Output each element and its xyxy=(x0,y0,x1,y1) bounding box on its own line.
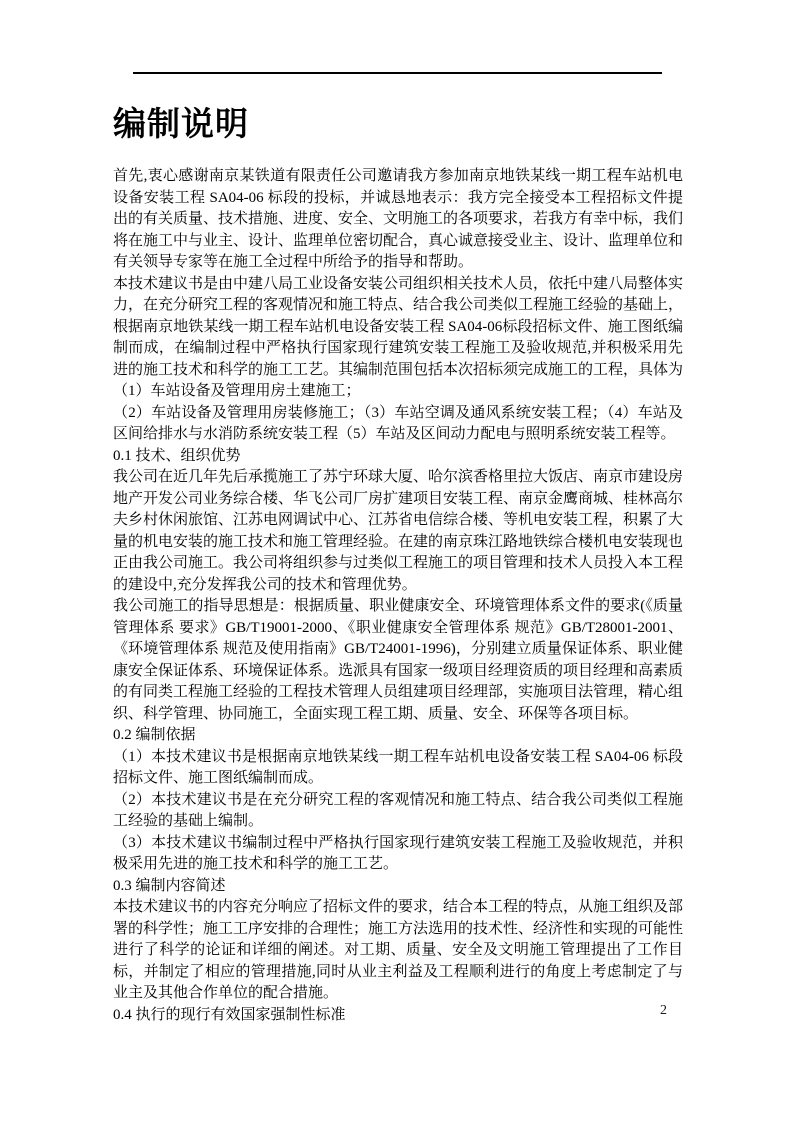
page-number: 2 xyxy=(660,1003,667,1018)
paragraph-summary: 本技术建议书的内容充分响应了招标文件的要求，结合本工程的特点，从施工组织及部署的科学性；施工工序安排的合理性；施工方法选用的技术性、经济性和实现的可能性进行了科学的论证和详细的阐述。对工期、质量、安全及文明施工管理提出了工作目标，并制定了相应的管理措施,同时从业主利益及工程顺利进行的角度上考虑制定了与业主及其他合作单位的配合措施。 xyxy=(113,899,684,1001)
section-heading-0-1: 0.1 技术、组织优势 xyxy=(113,447,241,464)
section-heading-0-3: 0.3 编制内容简述 xyxy=(113,877,226,894)
section-heading-0-4: 0.4 执行的现行有效国家强制性标准 xyxy=(113,1006,346,1023)
paragraph-guidelines: 我公司施工的指导思想是：根据质量、职业健康安全、环境管理体系文件的要求(《质量管理体系 要求》GB/T19001-2000、《职业健康安全管理体系 规范》GB/T28001-2001、《环境管理体系 规范及使用指南》GB/T24001-1996)，分别建立质量保证体系、职业健康安全保证体系、环境保证体系。选派具有国家一级项目经理资质的项目经理和高素质的有同类工程施工经验的工程技术管理人员组建项目经理部，实施项目法管理，精心组织、科学管理、协同施工，全面实现工程工期、质量、安全、环保等各项目标。 xyxy=(113,598,684,722)
document-body xyxy=(113,100,683,1026)
header-rule xyxy=(133,72,662,74)
paragraph-experience: 我公司在近几年先后承揽施工了苏宁环球大厦、哈尔滨香格里拉大饭店、南京市建设房地产开发公司业务综合楼、华飞公司厂房扩建项目安装工程、南京金鹰商城、桂林高尔夫乡村休闲旅馆、江苏电网调试中心、江苏省电信综合楼、等机电安装工程，积累了大量的机电安装的施工技术和施工管理经验。在建的南京珠江路地铁综合楼机电安装现也正由我公司施工。我公司将组织参与过类似工程施工的项目管理和技术人员投入本工程的建设中,充分发挥我公司的技术和管理优势。 xyxy=(113,469,684,593)
section-heading-0-2: 0.2 编制依据 xyxy=(113,727,196,743)
paragraph-basis-item-2: （2）本技术建议书是在充分研究工程的客观情况和施工特点、结合我公司类似工程施工经验的基础上编制。 xyxy=(113,791,683,829)
paragraph-scope-list: （2）车站设备及管理用房装修施工；（3）车站空调及通风系统安装工程；（4）车站及区间给排水与水消防系统安装工程（5）车站及区间动力配电与照明系统安装工程等。 xyxy=(113,404,683,442)
document-title: 编制说明 xyxy=(113,107,249,143)
paragraph-basis-item-3: （3）本技术建议书编制过程中严格执行国家现行建筑安装工程施工及验收规范，并积极采用先进的施工技术和科学的施工工艺。 xyxy=(113,834,683,872)
paragraph-basis-item-1: （1）本技术建议书是根据南京地铁某线一期工程车站机电设备安装工程 SA04-06 标段招标文件、施工图纸编制而成。 xyxy=(113,748,683,786)
paragraph-basis: 本技术建议书是由中建八局工业设备安装公司组织相关技术人员，依托中建八局整体实力，在充分研究工程的客观情况和施工特点、结合我公司类似工程施工经验的基础上，根据南京地铁某线一期工程车站机电设备安装工程 SA04-06标段招标文件、施工图纸编制而成，在编制过程中严格执行国家现行建筑安装工程施工及验收规范,并积极采用先进的施工技术和科学的施工工艺。其编制范围包括本次招标须完成施工的工程，具体为（1）车站设备及管理用房土建施工； xyxy=(113,275,684,399)
paragraph-intro: 首先,衷心感谢南京某铁道有限责任公司邀请我方参加南京地铁某线一期工程车站机电设备安装工程 SA04-06 标段的投标，并诚恳地表示：我方完全接受本工程招标文件提出的有关质量、技术措施、进度、安全、文明施工的各项要求，若我方有幸中标，我们将在施工中与业主、设计、监理单位密切配合，真心诚意接受业主、设计、监理单位和有关领导专家等在施工全过程中所给予的指导和帮助。 xyxy=(113,168,684,270)
